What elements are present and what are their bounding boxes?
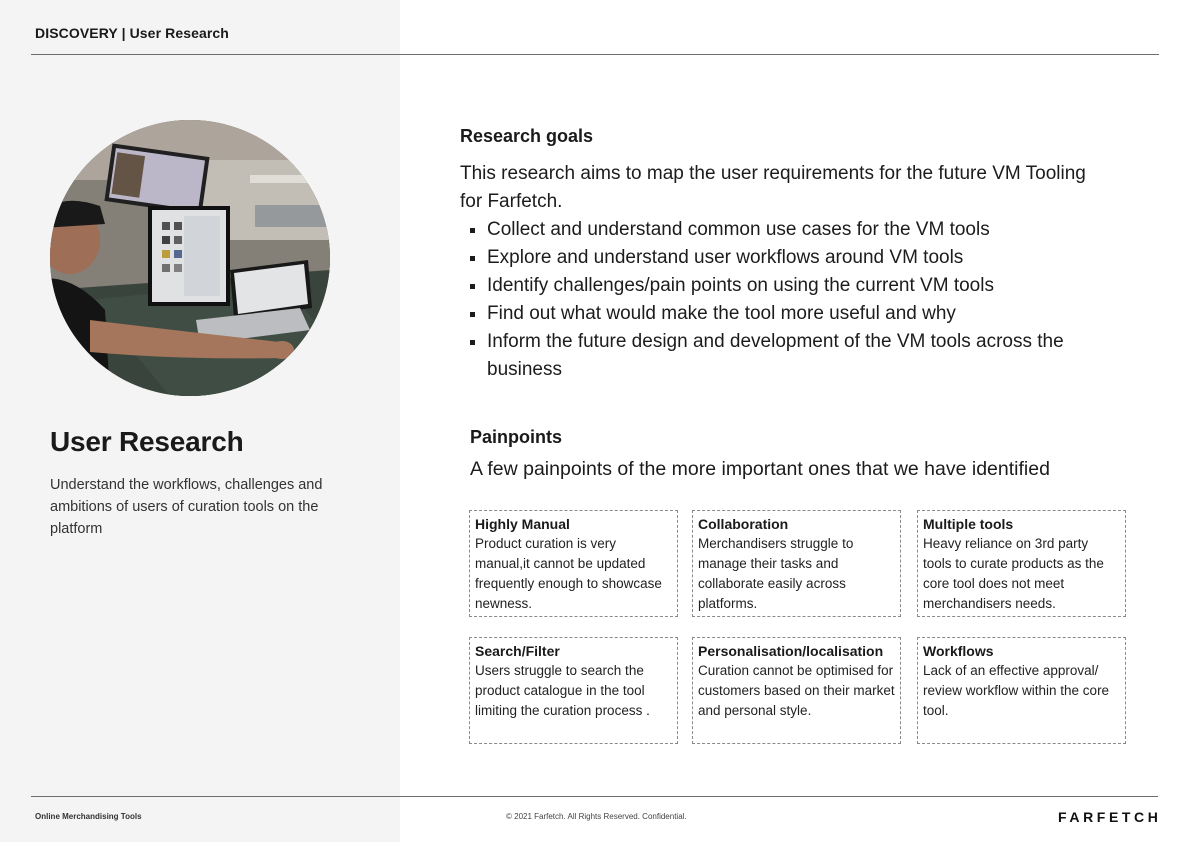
card-title: Collaboration [698,516,789,532]
card-body: Merchandisers struggle to manage their tasks and collaborate easily across platforms. [698,536,854,611]
card-body: Users struggle to search the product catalogue in the tool limiting the curation process . [475,663,650,718]
painpoints-intro: A few painpoints of the more important ones that we have identified [470,458,1050,480]
card-body: Product curation is very manual,it cannot be updated frequently enough to showcase newness. [475,536,662,611]
painpoint-card-search-filter [469,637,678,744]
card-body: Heavy reliance on 3rd party tools to curate products as the core tool does not meet merchandisers needs. [923,536,1104,611]
list-item [470,216,1090,244]
research-goals-intro: This research aims to map the user requirements for the future VM Tooling for Farfetch. [460,163,1086,212]
list-item [470,300,1090,328]
card-title: Multiple tools [923,516,1014,532]
painpoint-card-collaboration [692,510,901,617]
research-goals-heading: Research goals [460,126,594,146]
page-header-title: DISCOVERY | User Research [35,25,229,41]
painpoint-card-workflows [917,637,1126,744]
header-divider [31,54,1159,55]
card-body: Curation cannot be optimised for customers based on their market and personal style. [698,663,895,718]
painpoint-card-highly-manual [469,510,678,617]
list-item [470,272,1090,300]
bullet-icon [470,256,475,261]
card-title: Personalisation/localisation [698,643,884,659]
card-title: Highly Manual [475,516,570,532]
footer-copyright: © 2021 Farfetch. All Rights Reserved. Confidential. [506,812,687,821]
card-title: Workflows [923,643,994,659]
card-title: Search/Filter [475,643,560,659]
section-description: Understand the workflows, challenges and ambitions of users of curation tools on the platform [50,477,323,537]
list-item [470,244,1090,272]
painpoint-card-personalisation [692,637,901,744]
goal-text: Collect and understand common use cases for the VM tools [487,219,990,240]
footer-project-name: Online Merchandising Tools [35,812,142,821]
bullet-icon [470,228,475,233]
goal-text: Inform the future design and development of the VM tools across the business [487,331,1064,380]
painpoint-card-multiple-tools [917,510,1126,617]
list-item [470,328,1090,384]
section-title: User Research [50,426,244,457]
card-body: Lack of an effective approval/ review workflow within the core tool. [923,663,1110,718]
bullet-icon [470,312,475,317]
research-goals-list [470,216,1090,384]
bullet-icon [470,284,475,289]
goal-text: Identify challenges/pain points on using the current VM tools [487,275,994,296]
bullet-icon [470,340,475,345]
goal-text: Explore and understand user workflows around VM tools [487,247,964,268]
goal-text: Find out what would make the tool more useful and why [487,303,956,324]
photo-of-user-at-workstation-icon [50,120,330,396]
painpoints-heading: Painpoints [470,427,563,447]
farfetch-logo: FARFETCH [1058,809,1162,825]
footer-divider [31,796,1158,797]
